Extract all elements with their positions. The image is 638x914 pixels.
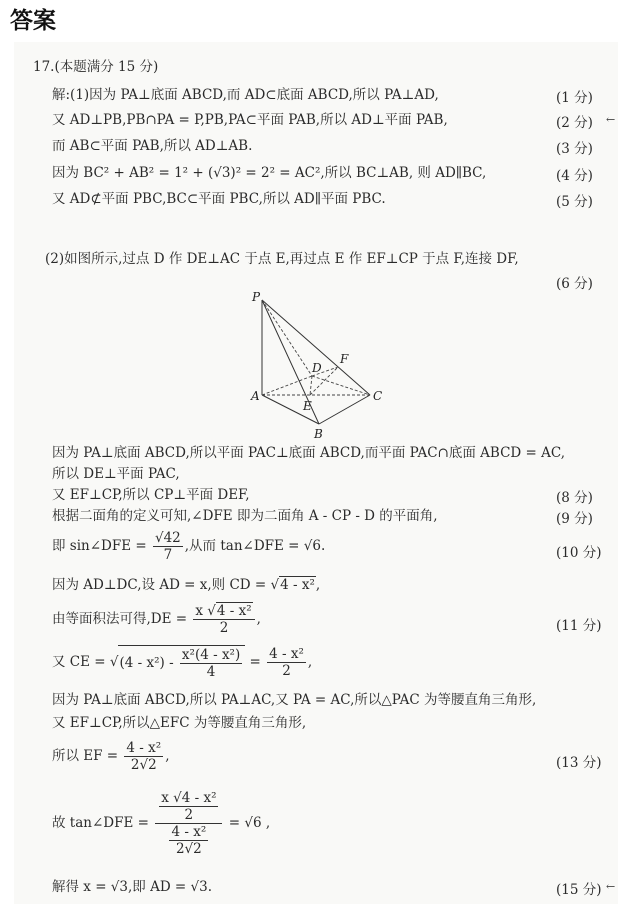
ce-line (52, 645, 312, 680)
text: = (245, 654, 266, 670)
segment-de (310, 376, 312, 395)
solution-line: 又 AD⊥PB,PB∩PA = P,PB,PA⊂平面 PAB,所以 AD⊥平面 PAB, (52, 112, 448, 128)
denominator: 4 (206, 664, 216, 680)
fraction (169, 824, 208, 857)
score: (10 分) (556, 545, 602, 561)
ef-line (52, 740, 169, 773)
text: 所以 EF = (52, 748, 123, 764)
score: (2 分) (556, 115, 593, 131)
part2-intro: (2)如图所示,过点 D 作 DE⊥AC 于点 E,再过点 E 作 EF⊥CP 于点 F,连接 DF, (45, 251, 519, 267)
label-b: B (314, 427, 323, 440)
numerator: x √4 - x² (161, 790, 217, 806)
label-d: D (312, 361, 322, 375)
compound-fraction (155, 790, 222, 857)
score: (1 分) (556, 90, 593, 106)
fraction (124, 740, 163, 773)
text: , (307, 654, 313, 670)
pyramid-figure (240, 288, 400, 440)
score: (4 分) (556, 168, 593, 184)
solution-line: 解:(1)因为 PA⊥底面 ABCD,而 AD⊂底面 ABCD,所以 PA⊥AD, (52, 87, 439, 103)
score: (13 分) (556, 755, 602, 771)
radicand: 4 - x² (216, 603, 252, 619)
solution-line: 因为 PA⊥底面 ABCD,所以平面 PAC⊥底面 ABCD,而平面 PAC∩底面 ABCD = AC, (52, 445, 566, 461)
score: (15 分) (556, 882, 602, 898)
solution-line: 因为 PA⊥底面 ABCD,所以 PA⊥AC,又 PA = AC,所以△PAC 为等腰直角三角形, (52, 692, 537, 708)
denominator: 2 (184, 807, 194, 823)
cd-line (52, 576, 320, 594)
edge-dc (312, 376, 370, 395)
score: (8 分) (556, 490, 593, 506)
final-line: 解得 x = √3,即 AD = √3. (52, 879, 213, 895)
return-arrow-icon: ← (606, 880, 616, 893)
numerator: x²(4 - x²) (181, 647, 241, 663)
fraction (267, 646, 306, 679)
score: (6 分) (556, 276, 593, 292)
page-title: 答案 (10, 8, 56, 34)
text: 即 sin∠DFE = (52, 538, 151, 554)
label-c: C (373, 389, 383, 403)
numerator: x √ (195, 603, 216, 619)
edge-pc (262, 300, 370, 395)
label-e: E (303, 399, 312, 413)
solution-line: 又 EF⊥CP,所以△EFC 为等腰直角三角形, (52, 715, 307, 731)
fraction (159, 790, 218, 823)
denominator: 7 (163, 547, 173, 563)
text: , (315, 577, 321, 593)
numerator: √42 (154, 530, 181, 546)
fraction (193, 603, 254, 636)
numerator: 4 - x² (171, 824, 207, 840)
denominator: 2 (219, 620, 229, 636)
text: 又 CE = √ (52, 654, 119, 670)
solution-line: 根据二面角的定义可知,∠DFE 即为二面角 A - CP - D 的平面角, (52, 508, 438, 524)
text: 由等面积法可得,DE = (52, 611, 192, 627)
denominator: 2√2 (175, 841, 202, 857)
de-line (52, 603, 261, 636)
text: 因为 AD⊥DC,设 AD = x,则 CD = √ (52, 577, 280, 593)
solution-line: 而 AB⊂平面 PAB,所以 AD⊥AB. (52, 138, 253, 154)
denominator: 2√2 (130, 757, 157, 773)
text: ,从而 tan∠DFE = √6. (184, 538, 326, 554)
score: (9 分) (556, 511, 593, 527)
fraction (153, 530, 183, 563)
radicand: 4 - x² (280, 577, 315, 593)
numerator: 4 - x² (269, 646, 304, 662)
text: , (256, 611, 261, 627)
score: (5 分) (556, 194, 593, 210)
edge-bc (319, 395, 370, 424)
sin-line (52, 530, 325, 563)
fraction (180, 647, 242, 680)
solution-line: 因为 BC² + AB² = 1² + (√3)² = 2² = AC²,所以 BC⊥AB, 则 AD∥BC, (52, 165, 487, 181)
label-a: A (251, 389, 260, 403)
return-arrow-icon: ← (606, 113, 616, 126)
solution-line: 所以 DE⊥平面 PAC, (52, 466, 180, 482)
text: , (165, 748, 170, 764)
text: = √6 , (224, 815, 271, 831)
solution-line: 又 EF⊥CP,所以 CP⊥平面 DEF, (52, 487, 250, 503)
denominator: 2 (282, 663, 291, 679)
label-p: P (252, 290, 261, 304)
problem-header: 17.(本题满分 15 分) (33, 59, 159, 75)
tan-line (52, 790, 270, 857)
radicand: (4 - x²) - (119, 655, 178, 671)
text: 故 tan∠DFE = (52, 815, 154, 831)
score: (11 分) (556, 618, 602, 634)
solution-line: 又 AD⊄平面 PBC,BC⊂平面 PBC,所以 AD∥平面 PBC. (52, 191, 386, 207)
numerator: 4 - x² (126, 740, 162, 756)
label-f: F (340, 352, 349, 366)
score: (3 分) (556, 141, 593, 157)
